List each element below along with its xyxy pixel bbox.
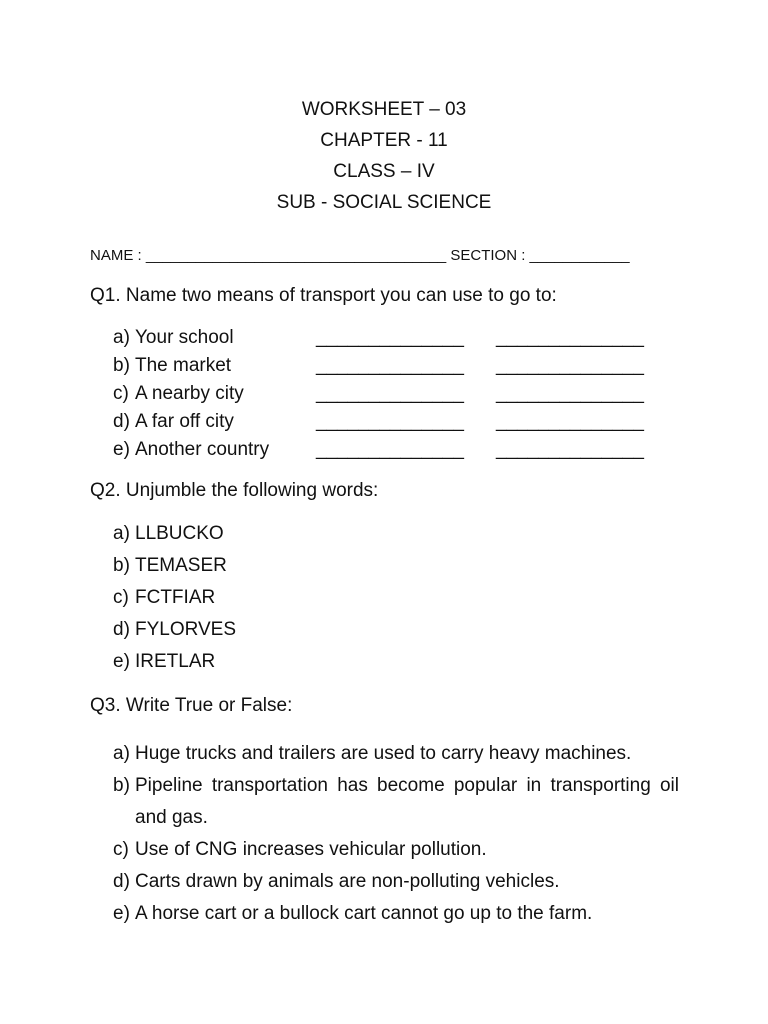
section-label: SECTION :	[450, 247, 526, 264]
item-marker: b)	[113, 555, 130, 576]
item-marker: b)	[113, 775, 130, 796]
item-marker: e)	[113, 651, 130, 672]
list-item	[113, 383, 644, 411]
question-3-list	[113, 738, 679, 930]
item-marker: c)	[113, 383, 129, 404]
item-marker: a)	[113, 743, 130, 764]
item-marker: a)	[113, 523, 130, 544]
section-blank: ____________	[529, 247, 630, 264]
list-item	[113, 898, 679, 930]
answer-blank: ______________	[316, 355, 464, 376]
item-marker: e)	[113, 903, 130, 924]
answer-blank: ______________	[496, 411, 644, 432]
item-text: Another country	[135, 439, 270, 460]
list-item	[113, 327, 644, 355]
item-marker: d)	[113, 619, 130, 640]
list-item	[113, 770, 679, 834]
item-marker: c)	[113, 587, 129, 608]
question-2: Q2. Unjumble the following words:	[90, 480, 379, 501]
answer-blank: ______________	[496, 327, 644, 348]
answer-blank: ______________	[316, 439, 464, 460]
item-text: FCTFIAR	[135, 587, 216, 608]
name-blank: ____________________________________	[145, 247, 447, 264]
list-item	[113, 411, 644, 439]
class-label: CLASS – IV	[333, 161, 435, 182]
answer-blank: ______________	[316, 411, 464, 432]
item-text: IRETLAR	[135, 651, 216, 672]
item-text: A nearby city	[135, 383, 244, 404]
list-item	[113, 866, 679, 898]
answer-blank: ______________	[496, 355, 644, 376]
list-item	[113, 439, 644, 467]
item-text: Use of CNG increases vehicular pollution.	[135, 839, 487, 860]
answer-blank: ______________	[496, 439, 644, 460]
item-text: Carts drawn by animals are non-polluting vehicles.	[135, 871, 560, 892]
answer-blank: ______________	[496, 383, 644, 404]
item-text: Huge trucks and trailers are used to carry heavy machines.	[135, 743, 632, 764]
item-marker: d)	[113, 411, 130, 432]
name-label: NAME :	[90, 247, 142, 264]
question-3: Q3. Write True or False:	[90, 695, 293, 716]
chapter-number: CHAPTER - 11	[320, 130, 448, 151]
item-text: LLBUCKO	[135, 523, 224, 544]
question-1: Q1. Name two means of transport you can use to go to:	[90, 285, 557, 306]
item-marker: b)	[113, 355, 130, 376]
item-marker: a)	[113, 327, 130, 348]
item-marker: c)	[113, 839, 129, 860]
answer-blank: ______________	[316, 383, 464, 404]
item-text: A far off city	[135, 411, 234, 432]
item-text: The market	[135, 355, 232, 376]
student-info-line	[90, 247, 630, 264]
item-text: A horse cart or a bullock cart cannot go up to the farm.	[135, 903, 593, 924]
list-item	[113, 355, 644, 383]
item-marker: e)	[113, 439, 130, 460]
item-marker: d)	[113, 871, 130, 892]
worksheet-number: WORKSHEET – 03	[301, 99, 467, 120]
item-text: Pipeline transportation has become popular in transporting oil and gas.	[135, 775, 679, 828]
answer-blank: ______________	[316, 327, 464, 348]
question-1-list	[113, 327, 644, 467]
subject-label: SUB - SOCIAL SCIENCE	[276, 192, 492, 213]
item-text: TEMASER	[135, 555, 227, 576]
item-text: Your school	[135, 327, 234, 348]
list-item	[113, 738, 679, 770]
list-item	[113, 834, 679, 866]
item-text: FYLORVES	[135, 619, 237, 640]
worksheet-header	[0, 94, 768, 218]
